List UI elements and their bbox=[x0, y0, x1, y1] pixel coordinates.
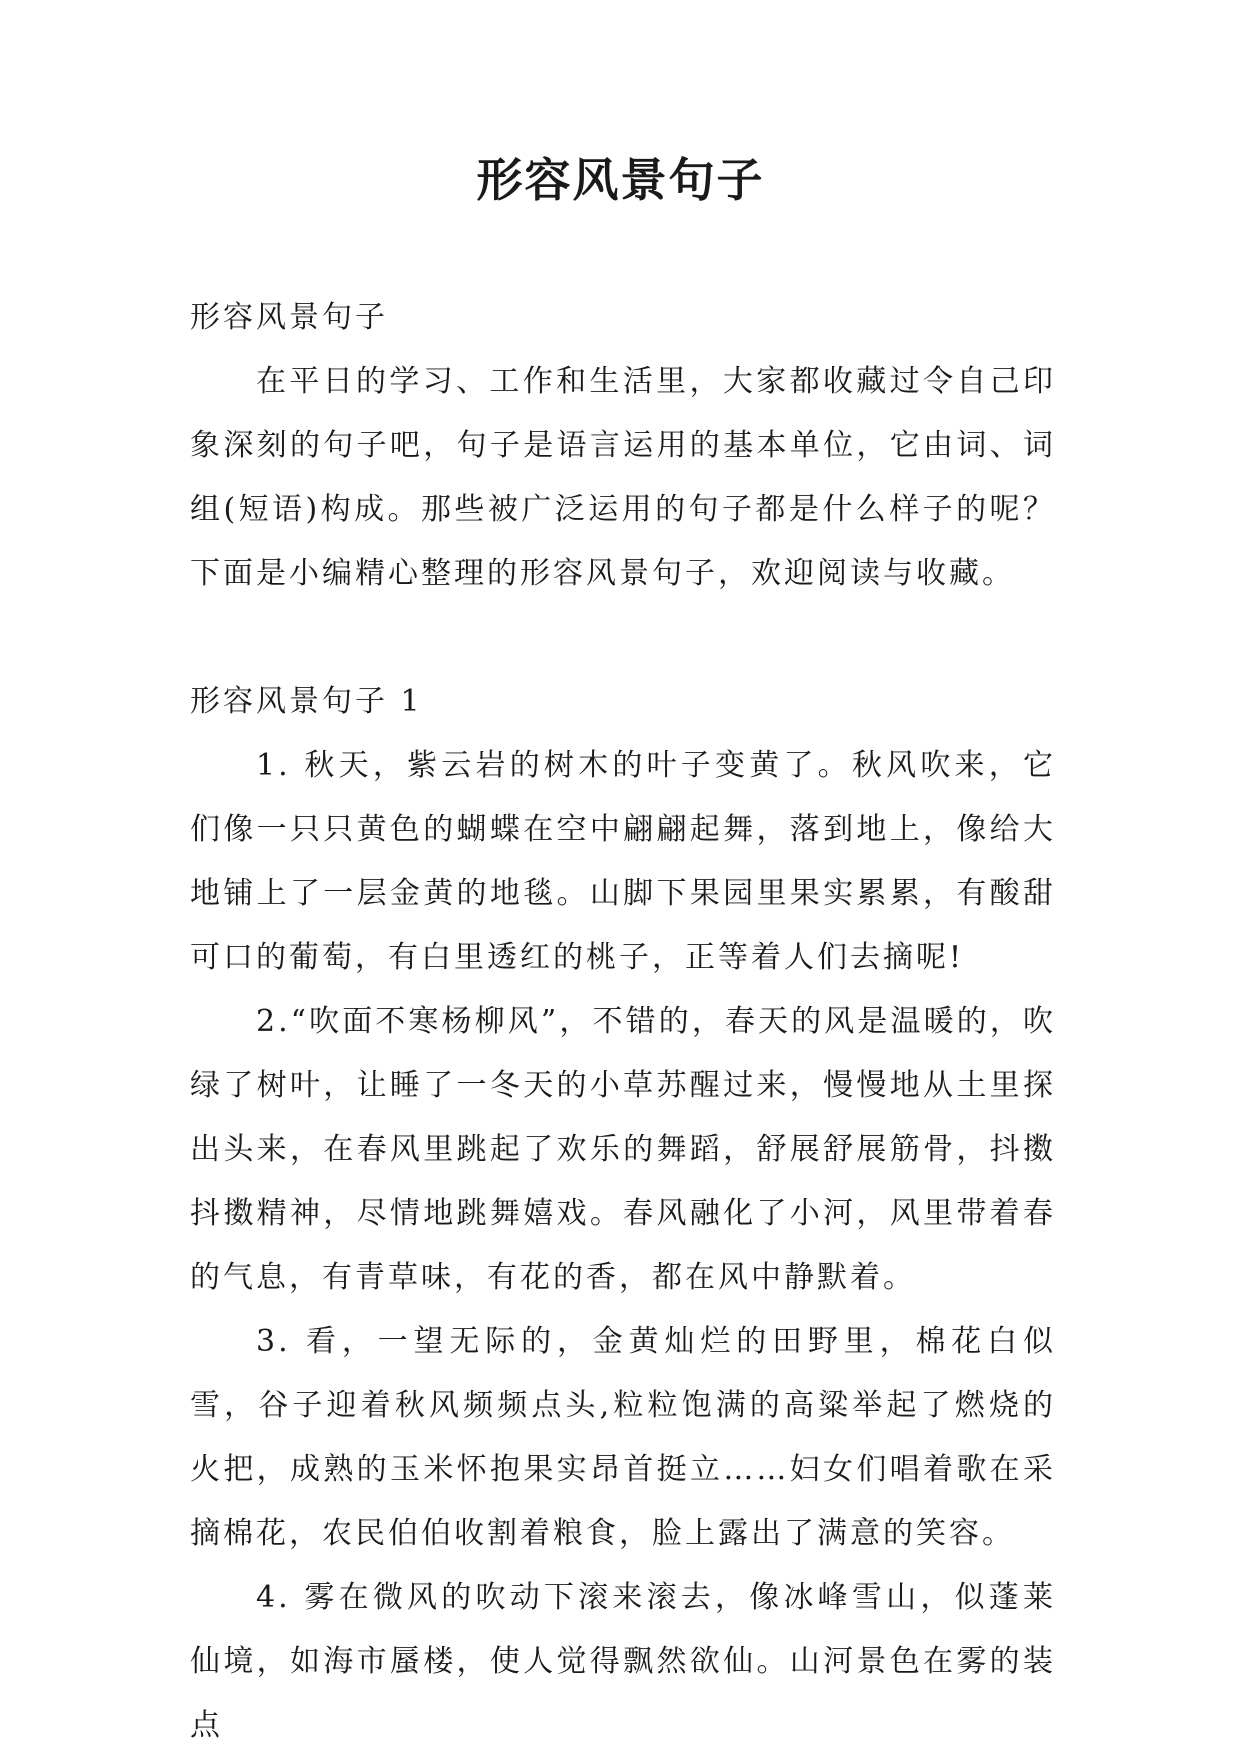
list-item: 2.“吹面不寒杨柳风”，不错的，春天的风是温暖的，吹绿了树叶，让睡了一冬天的小草苏醒过来，慢慢地从土里探出头来，在春风里跳起了欢乐的舞蹈，舒展舒展筋骨，抖擞抖擞精神，尽情地跳舞嬉戏。春风融化了小河，风里带着春的气息，有青草味，有花的香，都在风中静默着。 bbox=[190, 1004, 1056, 1295]
list-item: 1. 秋天，紫云岩的树木的叶子变黄了。秋风吹来，它们像一只只黄色的蝴蝶在空中翩翩起舞，落到地上，像给大地铺上了一层金黄的地毯。山脚下果园里果实累累，有酸甜可口的葡萄，有白里透红的桃子，正等着人们去摘呢! bbox=[190, 748, 1056, 975]
document-title: 形容风景句子 bbox=[476, 153, 765, 207]
document-body bbox=[190, 286, 1056, 1758]
list-item: 4. 雾在微风的吹动下滚来滚去，像冰峰雪山，似蓬莱仙境，如海市蜃楼，使人觉得飘然欲仙。山河景色在雾的装点 bbox=[190, 1580, 1056, 1743]
list-item: 3. 看，一望无际的，金黄灿烂的田野里，棉花白似雪，谷子迎着秋风频频点头,粒粒饱满的高粱举起了燃烧的火把，成熟的玉米怀抱果实昂首挺立……妇女们唱着歌在采摘棉花，农民伯伯收割着粮食，脸上露出了满意的笑容。 bbox=[190, 1324, 1056, 1551]
section-heading: 形容风景句子 1 bbox=[190, 684, 423, 719]
paragraph-gap bbox=[190, 606, 1056, 670]
document-subtitle: 形容风景句子 bbox=[190, 300, 388, 335]
intro-paragraph: 在平日的学习、工作和生活里，大家都收藏过令自己印象深刻的句子吧，句子是语言运用的基本单位，它由词、词组(短语)构成。那些被广泛运用的句子都是什么样子的呢？下面是小编精心整理的形容风景句子，欢迎阅读与收藏。 bbox=[190, 364, 1056, 591]
